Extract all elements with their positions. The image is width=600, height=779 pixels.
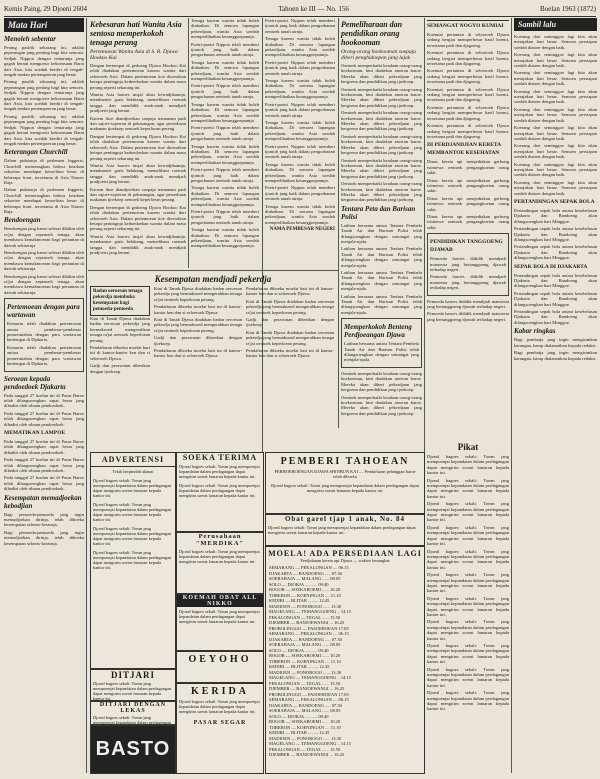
article-text: Pemoeda haroes dididik mendjadi manoesia jang bertanggoeng djawab terhadap negeri.: [430, 256, 506, 272]
article-text: Tenaga kaoem wanita tidak boleh diabaikan. Di semoea lapangan pekerdjaan, wanita Asia soedah memperlihatkan kesanggoepannja.: [265, 161, 335, 183]
ad-obat: [265, 514, 425, 546]
article-text: Dinas kereta api menjediakan gerbong istimewa oentoek pengangkoetan orang sakit.: [427, 195, 509, 212]
article-text: Bagi pemoeda-pemoeda jang ingin memadjoekan dirinja, telah diboeka kesempatan seloeas-loeasnja.: [4, 529, 84, 546]
article-text: Tenaga kaoem wanita tidak boleh diabaikan. Di semoea lapangan pekerdjaan, wanita Asia soedah memperlihatkan kesanggoepannja.: [191, 227, 259, 249]
article-title: Pertemoean dengan para wartawan: [7, 303, 80, 320]
table-row: DJAKARTA — BANDOENG ..... 07.30: [269, 636, 342, 642]
article-text: Koerang dari seminggoe lagi kita akan merajakan hari besar. Semoea persiapan soedah diatoer dengan baik.: [514, 143, 597, 160]
pikat-heading: Pikat: [457, 442, 479, 452]
article-text: Bagi pembatja jang ingin mengirimkan karangan, harap dialamatkan kepada redaksi.: [514, 350, 597, 361]
table-row: PROBOLINGGO — PASOEROEAN 17.05: [269, 691, 349, 697]
table-row: SEMARANG — PEKALONGAN .... 06.15: [269, 631, 349, 636]
ad-title: PEMBERI TAHOEAN: [280, 456, 410, 467]
article-text: Koerang dari seminggoe lagi kita akan merajakan hari besar. Semoea persiapan soedah diatoer dengan baik.: [514, 52, 597, 69]
article-text: Poetri-poetri Nippon telah memberi tjontoh jang baik dalam pengorbanan oentoek tanah airnja.: [265, 101, 335, 118]
table-row: BOGOR — SOEKABOEMI ...... 10.20: [269, 587, 341, 592]
article-text: Pada tanggal 27 boelan ini di Pasar Baroe telah dilangsoengkan rapat besar jang dihadiri oleh ribuan pendoedoek.: [4, 457, 84, 473]
article-text: Kaoem iboe diandjoerkan soepaja menanam padi dan sajoer-sajoeran di pekarangan, agar persediaan makanan tjoekoep oentoek keperloean perang.: [90, 115, 186, 132]
article-text: Dinas kereta api menjediakan gerbong istimewa oentoek pengangkoetan orang sakit.: [427, 159, 509, 176]
article-text: Koerang dari seminggoe lagi kita akan merajakan hari besar. Semoea persiapan soedah diatoer dengan baik.: [514, 88, 597, 105]
article-title: Keterangan Churchill: [4, 148, 68, 157]
table-row: SOERABAJA — MALANG ...... 08.05: [269, 642, 341, 647]
ad-title: KOEMAH OBAT ALL NIKKO: [177, 595, 263, 607]
article-title: Kabar ringkas: [514, 327, 556, 336]
ad-text: Djoeal bagoes sekali: Toean jang mempoenjai kepandaian dalam perdagangan dapat mengirim soerat lamaran kepada kantor ini.: [93, 550, 172, 570]
article-text: Pada tanggal 27 boelan ini di Pasar Baroe telah dilangsoengkan rapat besar jang dihadiri oleh ribuan pendoedoek.: [4, 410, 84, 427]
article-text: Koerang dari seminggoe lagi kita akan merajakan hari besar. Semoea persiapan soedah diatoer dengan baik.: [514, 34, 597, 50]
mata-hari-heading: Mata Hari: [4, 18, 84, 32]
ad-text: Djoeal bagoes sekali: Toean jang mempoenjai kepandaian dalam perdagangan dapat mengirim soerat lamaran kepada kantor ini.: [93, 526, 172, 546]
section-rule: [88, 270, 338, 271]
article-title: Kesempatan memadjoekan kebodjian: [4, 493, 82, 510]
article-text: Pertandingan sepak bola antara kesebelasan Djakarta dan Bandoeng akan dilangsoengkan hari Minggoe.: [514, 207, 597, 224]
table-row: TJIREBON — KOENINGAN .... 11.10: [269, 592, 341, 598]
boxed-article: [341, 318, 422, 368]
article-text: Perang pasifik sekarang ini, adalah peperangan jang penting bagi kita semoea. Sedjak Nippon dengan tentaranja jang gagah berani mengoesir kekoeasaan Barat dari Asia, kita soedah berdiri di tengah-tengah medan pertempoeran jang besar.: [4, 113, 84, 146]
table-row: PEKALONGAN — TEGAL ...... 15.50: [269, 680, 341, 686]
table-row: KEDIRI — BLITAR ......... 12.45: [269, 598, 330, 603]
ad-subtitle: Telah berpindah alamat: [112, 469, 154, 474]
article-text: Bendoengan jang baroe selesai dibikin oleh ra'jat dengan sepenoeh tenaga, akan membawa kemakmoeran bagi pertanian di daerah sekitarnja.: [4, 226, 84, 248]
article-text: Pendaftaran diboeka moelai hari ini di kantor-kantor ken dan si seloeroeh Djawa.: [90, 345, 150, 361]
article-text: Pendaftaran diboeka moelai hari ini di kantor-kantor ken dan si seloeroeh Djawa.: [246, 348, 334, 359]
article-text: Oentoek memperbaiki keadaan orang-orang hoekoeman, kini diadakan atoeran baroe. Mereka akan diberi pekerdjaan jang bergoena dan pendidikan jang tjoekoep.: [341, 394, 422, 416]
article-text: Tenaga kaoem wanita tidak boleh diabaikan. Di semoea lapangan pekerdjaan, wanita Asia soedah memperlihatkan kesanggoepannja.: [191, 59, 259, 82]
article-text: Pada tanggal 27 boelan ini di Pasar Baroe telah dilangsoengkan rapat besar jang dihadiri oleh ribuan pendoedoek.: [4, 392, 84, 409]
signature: NAMA PEMBESAR NEGERI: [269, 227, 335, 233]
ad-ditjari: [90, 669, 176, 701]
article-text: Wanita Asia haroes insjaf akan kewadjibannja, membantoe garis belakang, memelihara roemah tangga, dan mendidik anak-anak mendjadi pradjoerit jang berani.: [90, 162, 186, 185]
article-text: Koemiai pertanian di seloeroeh Djawa sedang bergiat memperbesar hasil boemi, teroetama padi dan djagoeng.: [427, 86, 509, 103]
article-title: Menoleh sebentar: [4, 35, 56, 43]
ad-title: KERIDA: [190, 686, 249, 697]
ad-title: PASAR SEGAR: [193, 720, 247, 726]
ad-text: Djoeal bagoes sekali: Toean jang mempoenjai kepandaian dalam perdagangan dapat mengirim soerat lamaran kepada kantor ini.: [93, 502, 172, 522]
table-row: SOLO — DJOKJA ........... 09.40: [269, 647, 329, 653]
ad-text: Djoeal bagoes sekali: Toean jang mempoenjai kepandaian dalam perdagangan dapat mengirim soerat lamaran kepada kantor ini.: [179, 609, 260, 624]
article-text: Bendoengan jang baroe selesai dibikin oleh ra'jat dengan sepenoeh tenaga, akan membawa kemakmoeran bagi pertanian di daerah sekitarnja.: [4, 273, 84, 295]
article-title: Bendoengan: [4, 216, 41, 225]
ad-kerida: [176, 683, 264, 774]
article-text: Perang pasifik sekarang ini, adalah peperangan jang penting bagi kita semoea. Sedjak Nippon dengan tentaranja jang gagah berani mengoesir kekoeasaan Barat dari Asia, kita soedah berdiri di tengah-tengah medan pertempoeran jang besar.: [4, 45, 84, 78]
article-text: Poetri-poetri Nippon telah memberi tjontoh jang baik dalam pengorbanan oentoek tanah airnja.: [191, 209, 259, 225]
article-title: Memperkokoh Benteng Perdjoeangan Djawa: [344, 323, 412, 340]
table-row: PEKALONGAN — TEGAL ...... 15.50: [269, 746, 341, 752]
article-text: Tenaga kaoem wanita tidak boleh diabaikan. Di semoea lapangan pekerdjaan, wanita Asia soedah memperlihatkan kesanggoepannja.: [191, 101, 259, 123]
article-text: Djoeal bagoes sekali: Toean jang mempoenjai kepandaian dalam perdagangan dapat mengirim soerat lamaran kepada kantor ini.: [427, 643, 509, 665]
article-text: Djoeal bagoes sekali: Toean jang mempoenjai kepandaian dalam perdagangan dapat mengirim soerat lamaran kepada kantor ini.: [427, 595, 509, 617]
article-text: Tenaga kaoem wanita tidak boleh diabaikan. Di semoea lapangan pekerdjaan, wanita Asia soedah memperlihatkan kesanggoepannja.: [265, 119, 335, 142]
table-row: KEDIRI — BLITAR ......... 12.45: [269, 664, 330, 669]
article-text: Bagi pembatja jang ingin mengirimkan karangan, harap dialamatkan kepada redaksi.: [514, 337, 597, 348]
article-text: Poetri-poetri Nippon telah memberi tjontoh jang baik dalam pengorbanan oentoek tanah airnja.: [191, 41, 259, 58]
article-text: Pemoeda haroes dididik mendjadi manoesia jang bertanggoeng djawab terhadap negeri.: [430, 274, 506, 291]
column-rule: [188, 18, 189, 268]
article-text: Poetri-poetri Nippon telah memberi tjontoh jang baik dalam pengorbanan oentoek tanah airnja.: [265, 59, 335, 76]
ad-text: Djoeal bagoes sekali: Toean jang mempoenjai kepandaian dalam perdagangan: [93, 715, 172, 725]
article-text: Pemoeda haroes dididik mendjadi manoesia jang bertanggoeng djawab terhadap negeri.: [427, 298, 509, 310]
basto-logo: BASTO: [95, 738, 171, 760]
column-rule: [338, 18, 339, 428]
ad-ditjari-lekas: [90, 701, 176, 725]
article-text: Poetri-poetri Nippon telah memberi tjontoh jang baik dalam pengorbanan oentoek tanah airnja.: [265, 143, 335, 160]
column-sambil-lalu: [514, 18, 597, 773]
article-text: Oentoek memperbaiki keadaan orang-orang hoekoeman, kini diadakan atoeran baroe. Mereka akan diberi pekerdjaan jang bergoena dan pendidikan jang tjoekoep.: [341, 86, 422, 108]
ad-text: Djoeal bagoes sekali: Toean jang mempoenjai kepandaian dalam perdagangan dapat mengirim soerat lamaran kepada kantor ini.: [179, 483, 260, 498]
article-text: Wanita Asia haroes insjaf akan kewadjibannja, membantoe garis belakang, memelihara roemah tangga, dan mendidik anak-anak mendjadi pradjoerit jang berani.: [90, 92, 186, 114]
article-text: Latihan bersama antara Tentara Pembela Tanah Air dan Barisan Polisi telah dilangsoengkan dengan semangat jang menjala-njala.: [341, 246, 422, 268]
table-row: SOERABAJA — MALANG ...... 08.05: [269, 576, 341, 581]
table-row: SOERABAJA — MALANG ...... 08.05: [269, 708, 341, 713]
ad-title: DITJARI DENGAN LEKAS: [99, 702, 167, 714]
article-text: Djoeal bagoes sekali: Toean jang mempoenjai kepandaian dalam perdagangan dapat mengirim soerat lamaran kepada kantor ini.: [427, 524, 509, 547]
article-text: Djoeal bagoes sekali: Toean jang mempoenjai kepandaian dalam perdagangan dapat mengirim soerat lamaran kepada kantor ini.: [427, 454, 509, 476]
article-text: Pemoeda haroes dididik mendjadi manoesia jang bertanggoeng djawab terhadap negeri.: [427, 311, 509, 322]
ad-title: DITJARI: [110, 670, 155, 680]
table-row: SEMARANG — PEKALONGAN .... 06.15: [269, 697, 349, 702]
article-text: Pertandingan sepak bola antara kesebelasan Djakarta dan Bandoeng akan dilangsoengkan hari Minggoe.: [514, 244, 597, 261]
article-text: Oentoek memperbaiki keadaan orang-orang hoekoeman, kini diadakan atoeran baroe. Mereka akan diberi pekerdjaan jang bergoena dan pendidikan jang tjoekoep.: [341, 370, 422, 393]
ad-soeka-terima: [176, 452, 264, 532]
article-text: Oentoek memperbaiki keadaan orang-orang hoekoeman, kini diadakan atoeran baroe. Mereka akan diberi pekerdjaan jang bergoena dan pendidikan jang tjoekoep.: [341, 157, 422, 179]
article-title: SEPAK BOLA DI DJAKARTA: [514, 263, 588, 270]
article-title: PERTANDINGAN SEPAK BOLA: [514, 198, 595, 205]
article-text: Koerang dari seminggoe lagi kita akan merajakan hari besar. Semoea persiapan soedah diatoer dengan baik.: [514, 161, 597, 178]
section-pikat: [427, 440, 509, 770]
ad-advertensi: [90, 452, 176, 669]
article-text: Poetri-poetri Nippon telah memberi tjontoh jang baik dalam pengorbanan oentoek tanah airnja.: [265, 185, 335, 202]
article-text: Perang pasifik sekarang ini, adalah peperangan jang penting bagi kita semoea. Sedjak Nippon dengan tentaranja jang gagah berani mengoesir kekoeasaan Barat dari Asia, kita soedah berdiri di tengah-tengah medan pertempoeran jang besar.: [4, 79, 84, 112]
article-text: Koemiai pertanian di seloeroeh Djawa sedang bergiat memperbesar hasil boemi, teroetama padi dan djagoeng.: [427, 50, 509, 67]
table-row: SOLO — DJOKJA ........... 09.40: [269, 581, 329, 587]
article-text: Kemarin telah diadakan pertemoean antara pembesar-pembesar pemerintahan dengan para wartawan bertempat di Djakarta.: [7, 321, 81, 343]
table-row: SEMARANG — PEKALONGAN .... 06.15: [269, 565, 349, 570]
ad-text: PERHOEBOENGAN DJAWA SHINBUN KAI — Pendaftaran pelanggan baroe telah diboeka: [274, 469, 416, 479]
ad-title: MOELA! ADA PERSEDIAAN LAGI: [268, 549, 422, 558]
masthead-date: Kemis Paing, 29 Djoeni 2604: [4, 5, 88, 13]
article-text: Koemiai pertanian di seloeroeh Djawa sedang bergiat memperbesar hasil boemi, teroetama padi dan djagoeng.: [427, 68, 509, 85]
article-text: Latihan bersama antara Tentara Pembela Tanah Air dan Barisan Polisi telah dilangsoengkan dengan semangat jang menjala-njala.: [341, 222, 422, 244]
table-row: MAGELANG — TEMANGGOENG .. 14.15: [269, 609, 352, 614]
article-text: Djoeal bagoes sekali: Toean jang mempoenjai kepandaian dalam perdagangan dapat mengirim soerat lamaran kepada kantor ini.: [427, 572, 509, 594]
article-text: Latihan bersama antara Tentara Pembela Tanah Air dan Barisan Polisi telah dilangsoengkan dengan semangat jang menjala-njala.: [341, 293, 422, 315]
article-text: Oentoek memperbaiki keadaan orang-orang hoekoeman, kini diadakan atoeran baroe. Mereka akan diberi pekerdjaan jang bergoena dan pendidikan jang tjoekoep.: [341, 110, 422, 132]
masthead: [4, 2, 596, 17]
ad-merdeka: [176, 532, 264, 594]
article-text: Tenaga kaoem wanita tidak boleh diabaikan. Di semoea lapangan pekerdjaan, wanita Asia soedah memperlihatkan kesanggoepannja.: [265, 36, 335, 58]
table-row: MADIOEN — PONOROGO ...... 13.30: [269, 669, 342, 675]
article-title: SEMANGAT NOGYO KUMIAI: [427, 20, 509, 30]
article-title: PENDIDIKAN TANGGOENG DJAWAB: [430, 239, 503, 254]
article-text: Kemarin telah diadakan pertemoean antara pembesar-pembesar pemerintahan dengan para wartawan bertempat di Djakarta.: [7, 344, 81, 367]
table-row: DJEMBER — BANJOEWANGI ... 16.25: [269, 620, 345, 625]
article-text: Koerang dari seminggoe lagi kita akan merajakan hari besar. Semoea persiapan soedah diatoer dengan baik.: [514, 70, 597, 87]
article-text: Djoeal bagoes sekali: Toean jang mempoenjai kepandaian dalam perdagangan dapat mengirim soerat lamaran kepada kantor ini.: [427, 548, 509, 570]
masthead-issue: Tahoen ke III — No. 156: [278, 5, 349, 13]
column-left: [4, 18, 84, 773]
article-text: Pertandingan sepak bola antara kesebelasan Djakarta dan Bandoeng akan dilangsoengkan hari Minggoe.: [514, 226, 597, 242]
article-text: Pertandingan sepak bola antara kesebelasan Djakarta dan Bandoeng akan dilangsoengkan hari Minggoe.: [514, 309, 597, 325]
article-title: DI PERDJANDJIAN KERETA MEMBANTOE KESEHATAN: [427, 142, 501, 157]
article-text: Pertandingan sepak bola antara kesebelasan Djakarta dan Bandoeng akan dilangsoengkan hari Minggoe.: [514, 290, 597, 307]
headline: Kebesaran hati Wanita Asia sentosa memperkokoh tenaga perang: [90, 20, 182, 47]
boxed-article: [4, 298, 84, 371]
table-row: DJAKARTA — BANDOENG ..... 07.30: [269, 570, 342, 576]
ad-text: Djoeal bagoes sekali: Toean jang mempoenjai kepandaian dalam perdagangan dapat mengirim soerat lamaran kepada kantor ini.: [271, 483, 419, 493]
article-text: Oentoek memperbaiki keadaan orang-orang hoekoeman, kini diadakan atoeran baroe. Mereka akan diberi pekerdjaan jang bergoena dan pendidikan jang tjoekoep.: [341, 63, 422, 85]
masthead-year: Boelan 1963 (1872): [540, 5, 596, 13]
table-row: MAGELANG — TEMANGGOENG .. 14.15: [269, 741, 352, 746]
headline: Kesempatan mendjadi pekerdja: [154, 274, 272, 284]
ad-title: Perusahaan "MERDIKA": [195, 533, 245, 547]
article-text: Oentoek memperbaiki keadaan orang-orang hoekoeman, kini diadakan atoeran baroe. Mereka akan diberi pekerdjaan jang bergoena dan pendidikan jang tjoekoep.: [341, 133, 422, 156]
ad-title: ADVERTENSI: [91, 453, 175, 467]
table-row: MADIOEN — PONOROGO ...... 13.30: [269, 603, 342, 609]
section-pekerdja: [90, 272, 336, 447]
column-rule: [511, 18, 512, 773]
column-continued-2: [265, 18, 335, 268]
article-text: Djoeal bagoes sekali: Toean jang mempoenjai kepandaian dalam perdagangan dapat mengirim soerat lamaran kepada kantor ini.: [427, 501, 509, 523]
article-title: MEMATIKAN LAMPOE: [4, 429, 66, 436]
ad-pemberi-tahoean: [265, 452, 425, 514]
article-text: Koerang dari seminggoe lagi kita akan merajakan hari besar. Semoea persiapan soedah diatoer dengan baik.: [514, 106, 597, 123]
table-row: SOLO — DJOKJA ........... 09.40: [269, 713, 329, 719]
article-title: Seroean kepada pendoedoek Djakarta: [4, 374, 66, 391]
column-hookooman: [341, 18, 422, 428]
article-text: Tenaga kaoem wanita tidak boleh diabaikan. Di semoea lapangan pekerdjaan, wanita Asia soedah memperlihatkan kesanggoepannja.: [191, 18, 259, 40]
article-text: Dalam pidatonja di parlemen Inggeris, Churchill menerangkan bahwa keadaan sekoetoe mendapat kesoelitan besar di beberapa front, teroetama di Asia Timoer Raja.: [4, 187, 84, 214]
table-row: TJIREBON — KOENINGAN .... 11.10: [269, 724, 341, 730]
article-text: Tenaga kaoem wanita tidak boleh diabaikan. Di semoea lapangan pekerdjaan, wanita Asia soedah memperlihatkan kesanggoepannja.: [265, 203, 335, 225]
ad-title: Obat garel tjap 1 anak, No. 84: [284, 515, 406, 523]
article-text: Poetri-poetri Nippon telah memberi tjontoh jang baik dalam pengorbanan oentoek tanah airnja.: [265, 18, 335, 34]
article-text: Djoeal bagoes sekali: Toean jang mempoenjai kepandaian dalam perdagangan dapat mengirim soerat lamaran kepada kantor ini.: [427, 619, 509, 641]
article-text: Pendaftaran diboeka moelai hari ini di kantor-kantor ken dan si seloeroeh Djawa.: [154, 348, 242, 359]
article-text: Tenaga kaoem wanita tidak boleh diabaikan. Di semoea lapangan pekerdjaan, wanita Asia soedah memperlihatkan kesanggoepannja.: [191, 185, 259, 207]
column-nogyo: [427, 18, 509, 438]
article-text: Tenaga kaoem wanita tidak boleh diabaikan. Di semoea lapangan pekerdjaan, wanita Asia soedah memperlihatkan kesanggoepannja.: [265, 78, 335, 100]
article-text: Wanita Asia haroes insjaf akan kewadjibannja, membantoe garis belakang, memelihara roemah tangga, dan mendidik anak-anak mendjadi pradjoerit jang berani.: [90, 233, 186, 255]
article-text: Dengan bertempat di gedoeng Djawa Hookoo Kai telah diadakan pertemoean kaoem wanita dari seloeroeh Asia. Dalam pertemoean itoe dioeraikan betapa pentingnja kedoedoekan wanita dalam masa perang seperti sekarang ini.: [90, 63, 186, 90]
article-text: Dengan bertempat di gedoeng Djawa Hookoo Kai telah diadakan pertemoean kaoem wanita dari seloeroeh Asia. Dalam pertemoean itoe dioeraikan betapa pentingnja kedoedoekan wanita dalam masa perang seperti sekarang ini.: [90, 133, 186, 161]
article-text: Pada tanggal 27 boelan ini di Pasar Baroe telah dilangsoengkan rapat besar jang dihadiri oleh ribuan pendoedoek.: [4, 475, 84, 492]
article-text: Poetri-poetri Nippon telah memberi tjontoh jang baik dalam pengorbanan oentoek tanah airnja.: [191, 83, 259, 100]
article-text: Poetri-poetri Nippon telah memberi tjontoh jang baik dalam pengorbanan oentoek tanah airnja.: [191, 167, 259, 183]
table-row: PEKALONGAN — TEGAL ...... 15.50: [269, 614, 341, 620]
ad-title: SOEKA TERIMA: [182, 453, 258, 462]
ad-text: Djoeal bagoes sekali: Toean jang mempoenjai kepandaian dalam perdagangan dapat mengirim soerat lamaran kepada kantor ini.: [179, 699, 260, 714]
article-text: Kini di Tanah Djawa diadakan badan oeroesan pekerdja jang bermaksoed mengerahkan tenaga ra'jat oentoek keperloean perang.: [90, 316, 150, 343]
subheadline: Orang-orang hookooman soepaja diberi penghidoepan jang lajak: [341, 49, 416, 61]
article-text: Poetri-poetri Nippon telah memberi tjontoh jang baik dalam pengorbanan oentoek tanah airnja.: [191, 125, 259, 142]
article-text: Koemiai pertanian di seloeroeh Djawa sedang bergiat memperbesar hasil boemi, teroetama padi dan djagoeng.: [427, 104, 509, 121]
table-row: DJAKARTA — BANDOENG ..... 07.30: [269, 702, 342, 708]
article-text: Dinas kereta api menjediakan gerbong istimewa oentoek pengangkoetan orang sakit.: [427, 177, 509, 194]
article-text: Djoeal bagoes sekali: Toean jang mempoenjai kepandaian dalam perdagangan dapat mengirim soerat lamaran kepada kantor ini.: [427, 690, 509, 712]
schedule-title: Perdjalanan kereta api Djawa — waktoe berangkat: [300, 558, 390, 563]
table-row: BOGOR — SOEKABOEMI ...... 10.20: [269, 653, 341, 658]
column-wanita: [90, 18, 186, 268]
article-text: Djoeal bagoes sekali: Toean jang mempoenjai kepandaian dalam perdagangan dapat mengirim soerat lamaran kepada kantor ini.: [427, 477, 509, 499]
article-text: Pendaftaran diboeka moelai hari ini di kantor-kantor ken dan si seloeroeh Djawa.: [246, 286, 334, 297]
article-text: Pada tanggal 27 boelan ini di Pasar Baroe telah dilangsoengkan rapat besar jang dihadiri oleh ribuan pendoedoek.: [4, 438, 84, 455]
article-text: Koerang dari seminggoe lagi kita akan merajakan hari besar. Semoea persiapan soedah diatoer dengan baik.: [514, 125, 597, 141]
article-text: Gadji dan perawatan diberikan dengan tjoekoep.: [90, 363, 150, 374]
ad-basto: [90, 725, 176, 774]
article-text: Gadji dan perawatan diberikan dengan tjoekoep.: [154, 335, 242, 346]
table-row: MADIOEN — PONOROGO ...... 13.30: [269, 735, 342, 741]
article-text: Pendaftaran diboeka moelai hari ini di kantor-kantor ken dan si seloeroeh Djawa.: [154, 304, 242, 315]
table-row: DJEMBER — BANJOEWANGI ... 16.25: [269, 686, 345, 691]
article-text: Pertandingan sepak bola antara kesebelasan Djakarta dan Bandoeng akan dilangsoengkan hari Minggoe.: [514, 272, 597, 289]
article-text: Kaoem iboe diandjoerkan soepaja menanam padi dan sajoer-sajoeran di pekarangan, agar persediaan makanan tjoekoep oentoek keperloean perang.: [90, 186, 186, 203]
ad-moela: [265, 546, 425, 774]
table-row: MAGELANG — TEMANGGOENG .. 14.15: [269, 675, 352, 680]
table-row: KEDIRI — BLITAR ......... 12.45: [269, 730, 330, 735]
ad-oeyoho: [176, 651, 264, 683]
sambil-lalu-heading: Sambil lalu: [514, 18, 597, 31]
article-text: Bendoengan jang baroe selesai dibikin oleh ra'jat dengan sepenoeh tenaga, akan membawa kemakmoeran bagi pertanian di daerah sekitarnja.: [4, 250, 84, 272]
schedule-table: [266, 565, 424, 758]
boxed-article: [427, 233, 509, 295]
article-text: Kini di Tanah Djawa diadakan badan oeroesan pekerdja jang bermaksoed mengerahkan tenaga ra'jat oentoek keperloean perang.: [154, 286, 242, 302]
article-text: Dinas kereta api menjediakan gerbong istimewa oentoek pengangkoetan orang sakit.: [427, 213, 509, 230]
table-row: DJEMBER — BANJOEWANGI ... 16.25: [269, 752, 345, 757]
ad-text: Djoeal bagoes sekali: Toean jang mempoenjai kepandaian dalam perdagangan dapat mengirim soerat lamaran kepada kantor ini.: [93, 478, 172, 498]
article-text: Kini di Tanah Djawa diadakan badan oeroesan pekerdja jang bermaksoed mengerahkan tenaga ra'jat oentoek keperloean perang.: [246, 298, 334, 315]
article-text: Djoeal bagoes sekali: Toean jang mempoenjai kepandaian dalam perdagangan dapat mengirim soerat lamaran kepada kantor ini.: [427, 666, 509, 688]
article-text: Dengan bertempat di gedoeng Djawa Hookoo Kai telah diadakan pertemoean kaoem wanita dari seloeroeh Asia. Dalam pertemoean itoe dioeraikan betapa pentingnja kedoedoekan wanita dalam masa perang seperti sekarang ini.: [90, 204, 186, 232]
article-text: Dalam pidatonja di parlemen Inggeris, Churchill menerangkan bahwa keadaan sekoetoe mendapat kesoelitan besar di beberapa front, teroetama di Asia Timoer Raja.: [4, 158, 84, 185]
article-text: Latihan bersama antara Tentara Pembela Tanah Air dan Barisan Polisi telah dilangsoengkan dengan semangat jang menjala-njala.: [341, 270, 422, 292]
article-text: Latihan bersama antara Tentara Pembela Tanah Air dan Barisan Polisi telah dilangsoengkan dengan semangat jang menjala-njala.: [344, 341, 419, 363]
table-row: TJIREBON — KOENINGAN .... 11.10: [269, 658, 341, 664]
table-row: PROBOLINGGO — PASOEROEAN 17.05: [269, 625, 349, 631]
article-title: Tentara Peta dan Barisan Polisi: [341, 204, 416, 221]
article-text: Oentoek memperbaiki keadaan orang-orang hoekoeman, kini diadakan atoeran baroe. Mereka akan diberi pekerdjaan jang bergoena dan pendidikan jang tjoekoep.: [341, 181, 422, 203]
article-text: Kini di Tanah Djawa diadakan badan oeroesan pekerdja jang bermaksoed mengerahkan tenaga ra'jat oentoek keperloean perang.: [154, 317, 242, 333]
article-text: Koemiai pertanian di seloeroeh Djawa sedang bergiat memperbesar hasil boemi, teroetama padi dan djagoeng.: [427, 123, 509, 139]
article-text: Kini di Tanah Djawa diadakan badan oeroesan pekerdja jang bermaksoed mengerahkan tenaga ra'jat oentoek keperloean perang.: [246, 329, 334, 346]
article-text: Koemiai pertanian di seloeroeh Djawa sedang bergiat memperbesar hasil boemi, teroetama padi dan djagoeng.: [427, 32, 509, 48]
article-text: Koerang dari seminggoe lagi kita akan merajakan hari besar. Semoea persiapan soedah diatoer dengan baik.: [514, 179, 597, 196]
ad-text: Djoeal bagoes sekali: Toean jang mempoenjai kepandaian dalam perdagangan dapat mengirim soerat lamaran kepada kantor ini.: [268, 525, 416, 535]
ad-text: Djoeal bagoes sekali: Toean jang mempoenjai kepandaian dalam perdagangan dapat mengirim soerat lamaran kepada kantor ini.: [93, 681, 172, 701]
article-text: Bagi pemoeda-pemoeda jang ingin memadjoekan dirinja, telah diboeka kesempatan seloeas-loeasnja.: [4, 511, 84, 528]
ad-text: Djoeal bagoes sekali: Toean jang mempoenjai kepandaian dalam perdagangan dapat mengirim soerat lamaran kepada kantor ini.: [179, 549, 260, 564]
highlight-box: Badan oeroesan tenaga pekerdja membuka kesempatan bagi pemoeda-pemoeda: [90, 286, 150, 316]
headline: Pemeliharaan dan pendidikan orang hookooman: [341, 20, 403, 47]
subheadline: Pertemoean Wanita Asia di S. R. Djawa Hookoo Kai: [90, 49, 178, 61]
ad-koemah-obat: [176, 594, 264, 651]
ad-title: OEYOHO: [188, 654, 252, 665]
ad-text: Djoeal bagoes sekali: Toean jang mempoenjai kepandaian dalam perdagangan dapat mengirim soerat lamaran kepada kantor ini.: [179, 464, 260, 479]
article-text: Gadji dan perawatan diberikan dengan tjoekoep.: [246, 317, 334, 328]
table-row: BOGOR — SOEKABOEMI ...... 10.20: [269, 719, 341, 724]
article-text: Tenaga kaoem wanita tidak boleh diabaikan. Di semoea lapangan pekerdjaan, wanita Asia soedah memperlihatkan kesanggoepannja.: [191, 143, 259, 165]
column-continued: [191, 18, 259, 268]
column-rule: [86, 18, 87, 773]
